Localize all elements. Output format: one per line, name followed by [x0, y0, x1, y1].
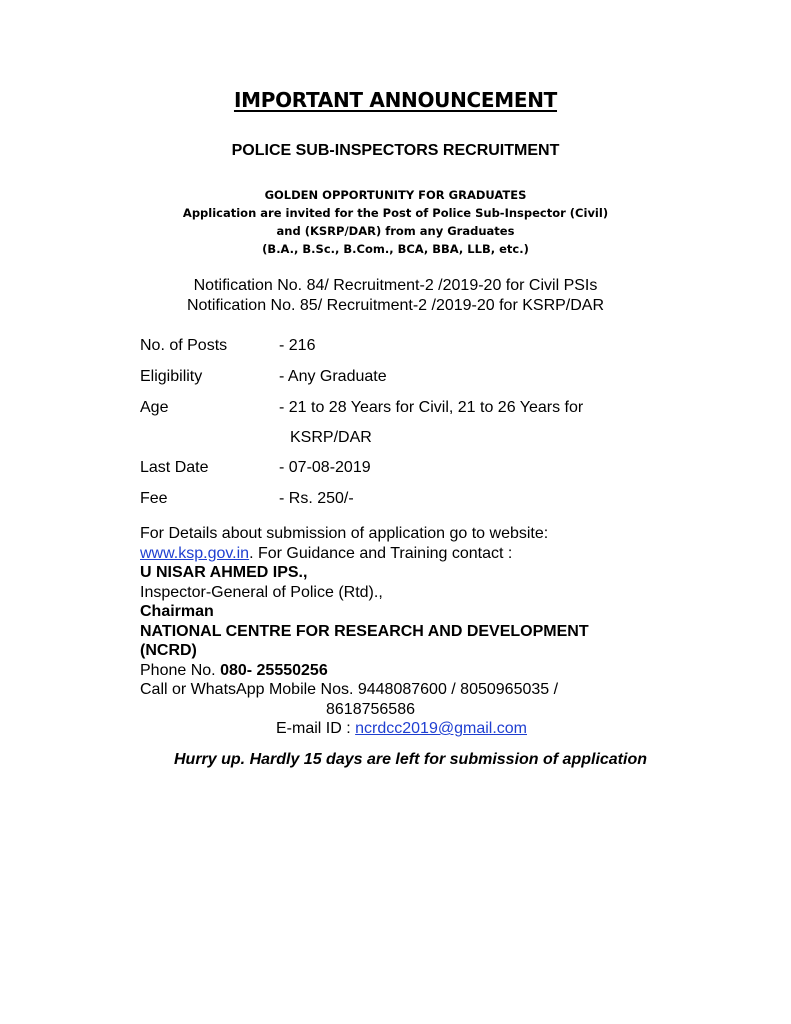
posts-value: - 216 — [279, 337, 316, 354]
page-subtitle: POLICE SUB-INSPECTORS RECRUITMENT — [231, 142, 560, 159]
contact-role: Chairman — [140, 603, 214, 620]
email-label: E-mail ID : — [276, 720, 356, 737]
intro-line-2: Application are invited for the Post of Police Sub-Inspector (Civil) — [182, 206, 609, 220]
phone-number: 080- 25550256 — [220, 661, 328, 679]
age-value-line-2: KSRP/DAR — [290, 429, 372, 446]
hurry-notice: Hurry up. Hardly 15 days are left for submission of application — [174, 751, 647, 768]
website-line — [140, 544, 700, 564]
posts-label: No. of Posts — [140, 337, 228, 354]
intro-line-1: GOLDEN OPPORTUNITY FOR GRADUATES — [264, 188, 527, 202]
guidance-text: . For Guidance and Training contact : — [249, 544, 513, 562]
contact-designation: Inspector-General of Police (Rtd)., — [140, 583, 383, 601]
phone-line — [140, 661, 700, 681]
last-date-value: - 07-08-2019 — [279, 459, 371, 476]
notifications-block — [0, 276, 791, 316]
mobile-line-2: 8618756586 — [326, 700, 415, 718]
intro-line-4: (B.A., B.Sc., B.Com., BCA, BBA, LLB, etc.) — [262, 242, 529, 256]
organization-abbr: (NCRD) — [140, 642, 197, 659]
age-value-line-1: - 21 to 28 Years for Civil, 21 to 26 Years for — [279, 399, 584, 416]
notification-ksrp: Notification No. 85/ Recruitment-2 /2019-20 for KSRP/DAR — [186, 297, 605, 314]
organization-name: NATIONAL CENTRE FOR RESEARCH AND DEVELOPMENT — [140, 622, 589, 640]
contact-block — [140, 524, 700, 739]
phone-label: Phone No. — [140, 661, 221, 679]
email-link[interactable]: ncrdcc2019@gmail.com — [355, 720, 527, 737]
age-label: Age — [140, 399, 169, 416]
page-title: IMPORTANT ANNOUNCEMENT — [233, 88, 558, 112]
mobile-line-1: Call or WhatsApp Mobile Nos. 9448087600 / 8050965035 / — [140, 681, 559, 698]
contact-name: U NISAR AHMED IPS., — [140, 564, 308, 581]
website-link[interactable]: www.ksp.gov.in — [140, 544, 250, 562]
email-line — [140, 719, 700, 739]
notification-civil: Notification No. 84/ Recruitment-2 /2019-20 for Civil PSIs — [193, 277, 598, 294]
last-date-label: Last Date — [140, 459, 209, 476]
fee-value: - Rs. 250/- — [279, 490, 354, 507]
details-line: For Details about submission of application go to website: — [140, 525, 549, 542]
eligibility-value: - Any Graduate — [279, 368, 387, 385]
age-value — [279, 393, 583, 453]
intro-block — [0, 186, 791, 258]
intro-line-3: and (KSRP/DAR) from any Graduates — [276, 224, 515, 238]
eligibility-label: Eligibility — [140, 368, 203, 385]
fee-label: Fee — [140, 490, 168, 507]
